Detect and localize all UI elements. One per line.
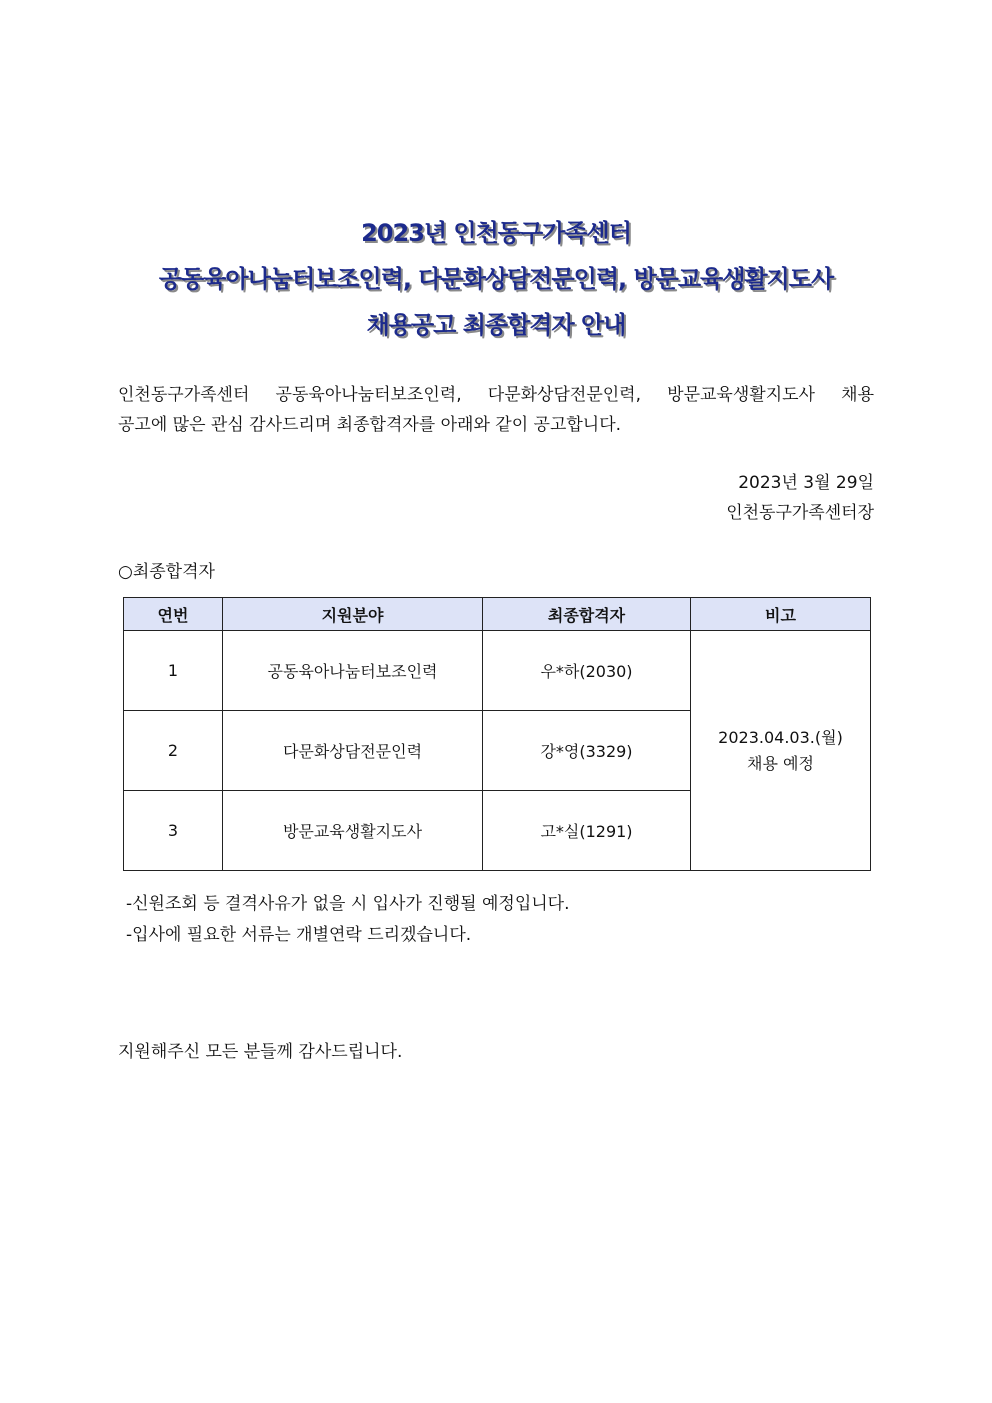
row-no: 1: [124, 631, 223, 711]
header-field: 지원분야: [223, 598, 483, 631]
closing-text: 지원해주신 모든 분들께 감사드립니다.: [118, 1042, 403, 1062]
intro-paragraph: [118, 380, 874, 440]
row-field: 방문교육생활지도사: [223, 791, 483, 871]
remark-text: 채용 예정: [747, 753, 814, 773]
remark-date: 2023.04.03.(월): [718, 727, 843, 747]
remark-cell: [691, 631, 871, 871]
row-name: 우*하(2030): [483, 631, 691, 711]
announcement-date: 2023년 3월 29일: [738, 473, 874, 493]
title-line-3: 채용공고 최종합격자 안내: [366, 311, 626, 339]
results-table: [123, 597, 871, 871]
row-no: 2: [124, 711, 223, 791]
notes-list: [126, 889, 570, 951]
document-title: [0, 210, 992, 348]
issuer-name: 인천동구가족센터장: [726, 503, 874, 523]
section-label: ○최종합격자: [118, 562, 215, 582]
note-item: -입사에 필요한 서류는 개별연락 드리겠습니다.: [126, 925, 472, 945]
row-no: 3: [124, 791, 223, 871]
table-header-row: [124, 598, 871, 631]
table-row: [124, 631, 871, 711]
header-remark: 비고: [691, 598, 871, 631]
note-item: -신원조회 등 결격사유가 없을 시 입사가 진행될 예정입니다.: [126, 894, 570, 914]
header-no: 연번: [124, 598, 223, 631]
row-name: 강*영(3329): [483, 711, 691, 791]
intro-line-1: 인천동구가족센터 공동육아나눔터보조인력, 다문화상담전문인력, 방문교육생활지도사 채용: [118, 385, 874, 405]
header-name: 최종합격자: [483, 598, 691, 631]
row-name: 고*실(1291): [483, 791, 691, 871]
title-line-2: 공동육아나눔터보조인력, 다문화상담전문인력, 방문교육생활지도사: [158, 265, 834, 293]
row-field: 공동육아나눔터보조인력: [223, 631, 483, 711]
signature-block: [726, 468, 874, 528]
intro-line-2: 공고에 많은 관심 감사드리며 최종합격자를 아래와 같이 공고합니다.: [118, 415, 622, 435]
row-field: 다문화상담전문인력: [223, 711, 483, 791]
title-line-1: 2023년 인천동구가족센터: [361, 219, 631, 247]
